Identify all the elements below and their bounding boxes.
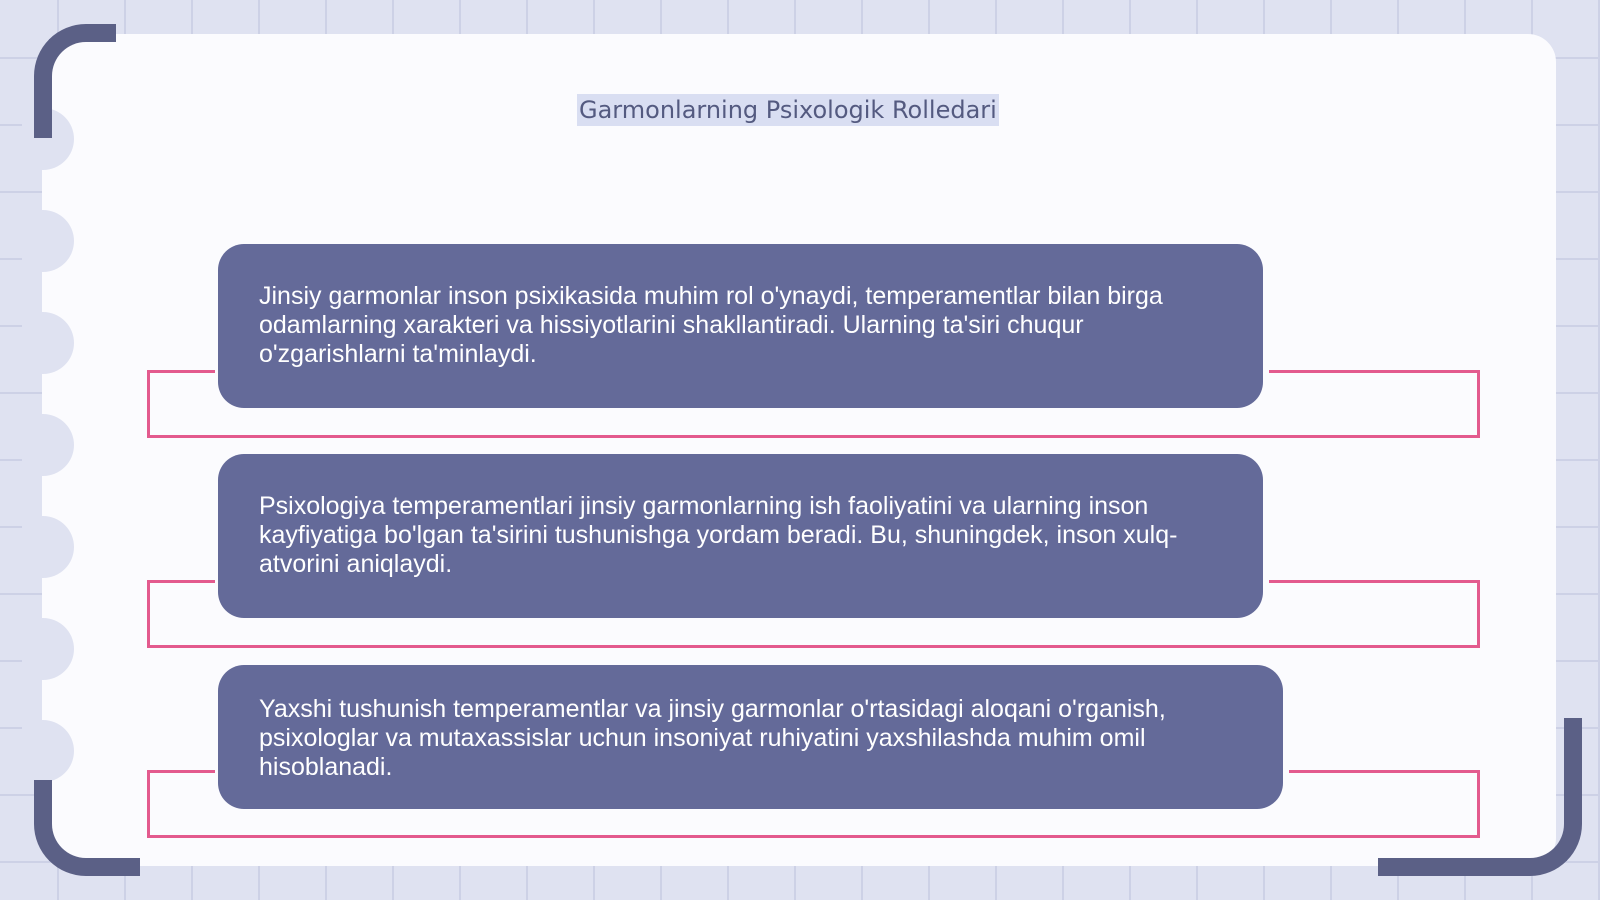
text-card [218,244,1263,408]
corner-bracket-bottom-left [34,780,140,876]
corner-bracket-top-left [34,24,116,138]
card-text: Jinsiy garmonlar inson psixikasida muhim rol o'ynaydi, temperamentlar bilan birga odamlarning xarakteri va hissiyotlarini shakllantiradi. Ularning ta'siri chuqur o'zgarishlarni ta'minlaydi. [259,282,1163,368]
card-text: Yaxshi tushunish temperamentlar va jinsiy garmonlar o'rtasidagi aloqani o'rganish, psixologlar va mutaxassislar uchun insoniyat ruhiyatini yaxshilashda muhim omil hisoblanadi. [259,695,1166,781]
text-card [218,665,1283,809]
text-card [218,454,1263,618]
card-text: Psixologiya temperamentlari jinsiy garmonlarning ish faoliyatini va ularning inson kayfiyatiga bo'lgan ta'sirini tushunishga yordam beradi. Bu, shuningdek, inson xulq-atvorini aniqlaydi. [259,492,1178,578]
slide-title: Garmonlarning Psixologik Rolledari [579,96,997,124]
